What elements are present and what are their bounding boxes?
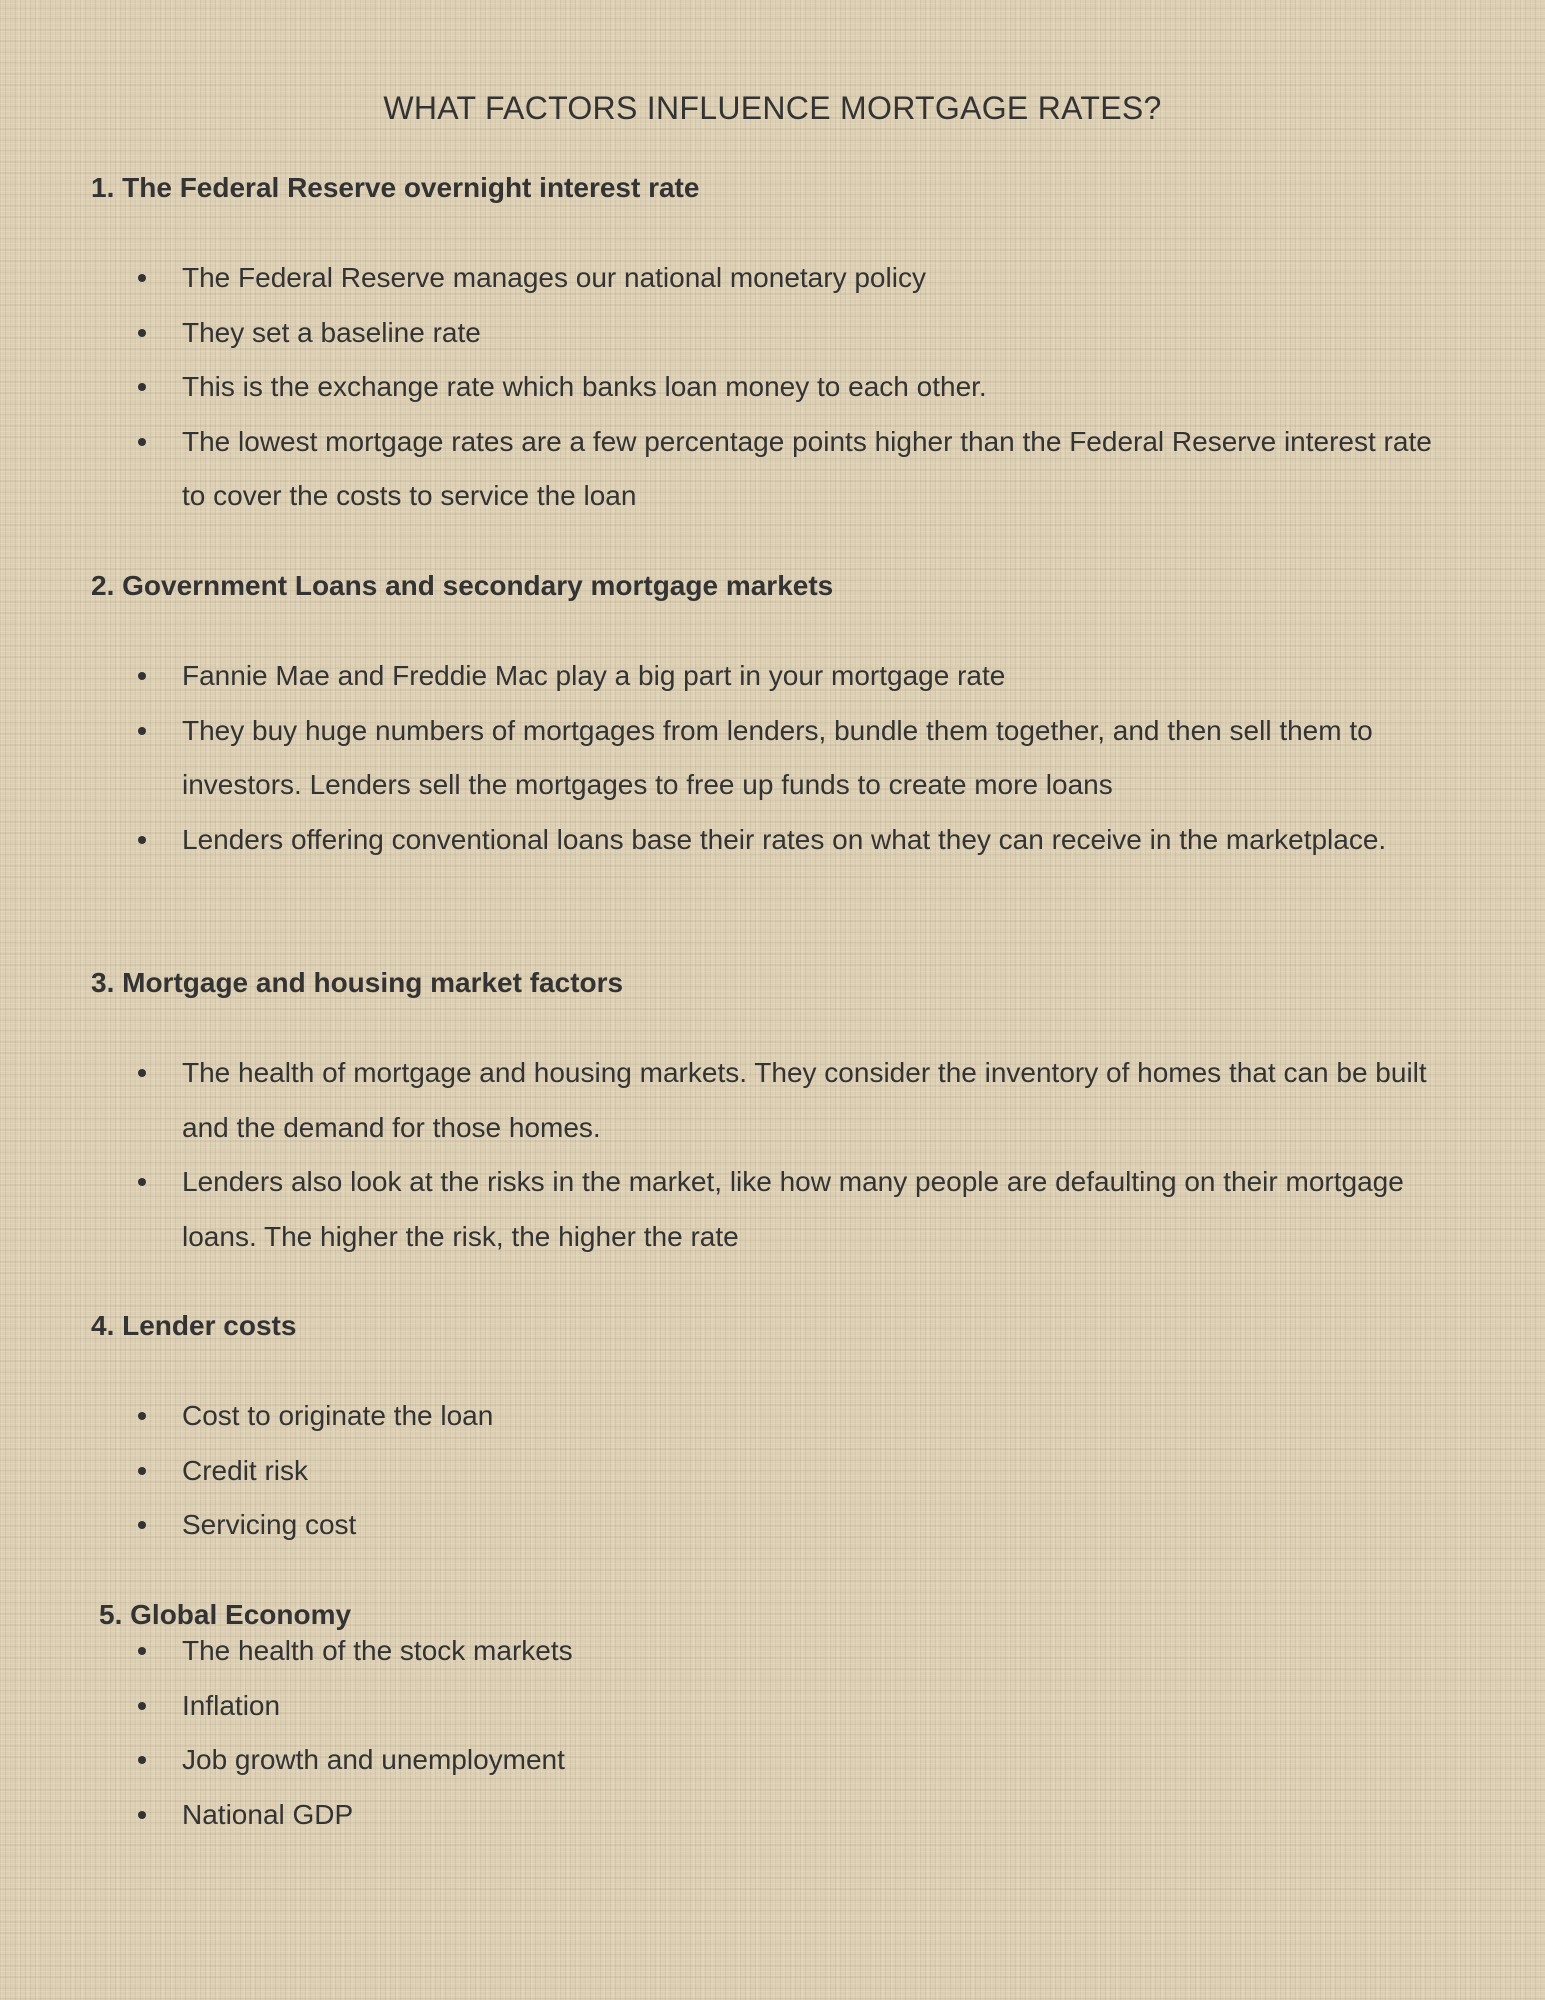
document-title: WHAT FACTORS INFLUENCE MORTGAGE RATES?: [383, 90, 1162, 126]
list-item: [0, 1389, 1452, 1444]
bullet-icon: [138, 672, 146, 680]
bullet-icon: [138, 329, 146, 337]
bullet-icon: [138, 1756, 146, 1764]
section-heading: 4. Lender costs: [91, 1310, 297, 1341]
list-item-text: Fannie Mae and Freddie Mac play a big part in your mortgage rate: [182, 660, 1006, 691]
list-item-text: They buy huge numbers of mortgages from lenders, bundle them together, and then sell them to investors. Lenders sell the mortgages to free up funds to create more loans: [182, 714, 1373, 800]
list-item: [0, 360, 1452, 415]
list-item-text: Lenders offering conventional loans base their rates on what they can receive in the marketplace.: [182, 823, 1387, 855]
bullet-list: [0, 649, 1545, 867]
list-item-text: The health of the stock markets: [182, 1635, 573, 1666]
bullet-icon: [138, 1702, 146, 1710]
bullet-list: [0, 251, 1545, 524]
bullet-icon: [138, 274, 146, 282]
list-item: [0, 649, 1452, 704]
section-heading: 5. Global Economy: [99, 1599, 352, 1630]
bullet-icon: [138, 1521, 146, 1529]
section-heading: 2. Government Loans and secondary mortgage markets: [91, 570, 834, 601]
list-item-text: Job growth and unemployment: [182, 1744, 565, 1775]
bullet-icon: [138, 1811, 146, 1819]
list-item: [0, 306, 1452, 361]
list-item-text: The lowest mortgage rates are a few percentage points higher than the Federal Reserve interest rate to cover the costs to service the loan: [182, 425, 1432, 511]
list-item-text: Lenders also look at the risks in the market, like how many people are defaulting on their mortgage loans. The higher the risk, the higher the rate: [182, 1166, 1404, 1252]
bullet-list: [0, 1624, 1545, 1842]
list-item-text: The health of mortgage and housing markets. They consider the inventory of homes that can be built and the demand for those homes.: [182, 1057, 1427, 1143]
list-item-text: The Federal Reserve manages our national monetary policy: [182, 262, 926, 293]
list-item: [0, 1788, 1452, 1843]
bullet-icon: [138, 1647, 146, 1655]
list-item: [0, 1733, 1452, 1788]
bullet-list: [0, 1046, 1545, 1264]
bullet-icon: [138, 1069, 146, 1077]
list-item: [0, 1679, 1452, 1734]
list-item: [0, 1498, 1452, 1553]
list-item: [0, 1444, 1452, 1499]
list-item-text: Servicing cost: [182, 1509, 357, 1540]
bullet-icon: [138, 1412, 146, 1420]
section-heading: 3. Mortgage and housing market factors: [91, 967, 624, 998]
bullet-icon: [138, 383, 146, 391]
bullet-icon: [138, 1178, 146, 1186]
list-item-text: They set a baseline rate: [182, 316, 481, 348]
list-item-text: Inflation: [182, 1689, 281, 1721]
bullet-icon: [138, 836, 146, 844]
list-item: [0, 704, 1452, 813]
list-item: [0, 415, 1452, 524]
list-item-text: Cost to originate the loan: [182, 1400, 494, 1431]
list-item: [0, 1624, 1452, 1679]
list-item: [0, 813, 1452, 868]
bullet-icon: [138, 1467, 146, 1475]
section-heading: 1. The Federal Reserve overnight interest rate: [91, 172, 700, 203]
list-item-text: This is the exchange rate which banks loan money to each other.: [182, 371, 987, 402]
bullet-icon: [138, 438, 146, 446]
bullet-list: [0, 1389, 1545, 1553]
bullet-icon: [138, 727, 146, 735]
list-item-text: Credit risk: [182, 1454, 309, 1486]
list-item-text: National GDP: [182, 1798, 354, 1830]
list-item: [0, 1155, 1452, 1264]
list-item: [0, 251, 1452, 306]
list-item: [0, 1046, 1452, 1155]
